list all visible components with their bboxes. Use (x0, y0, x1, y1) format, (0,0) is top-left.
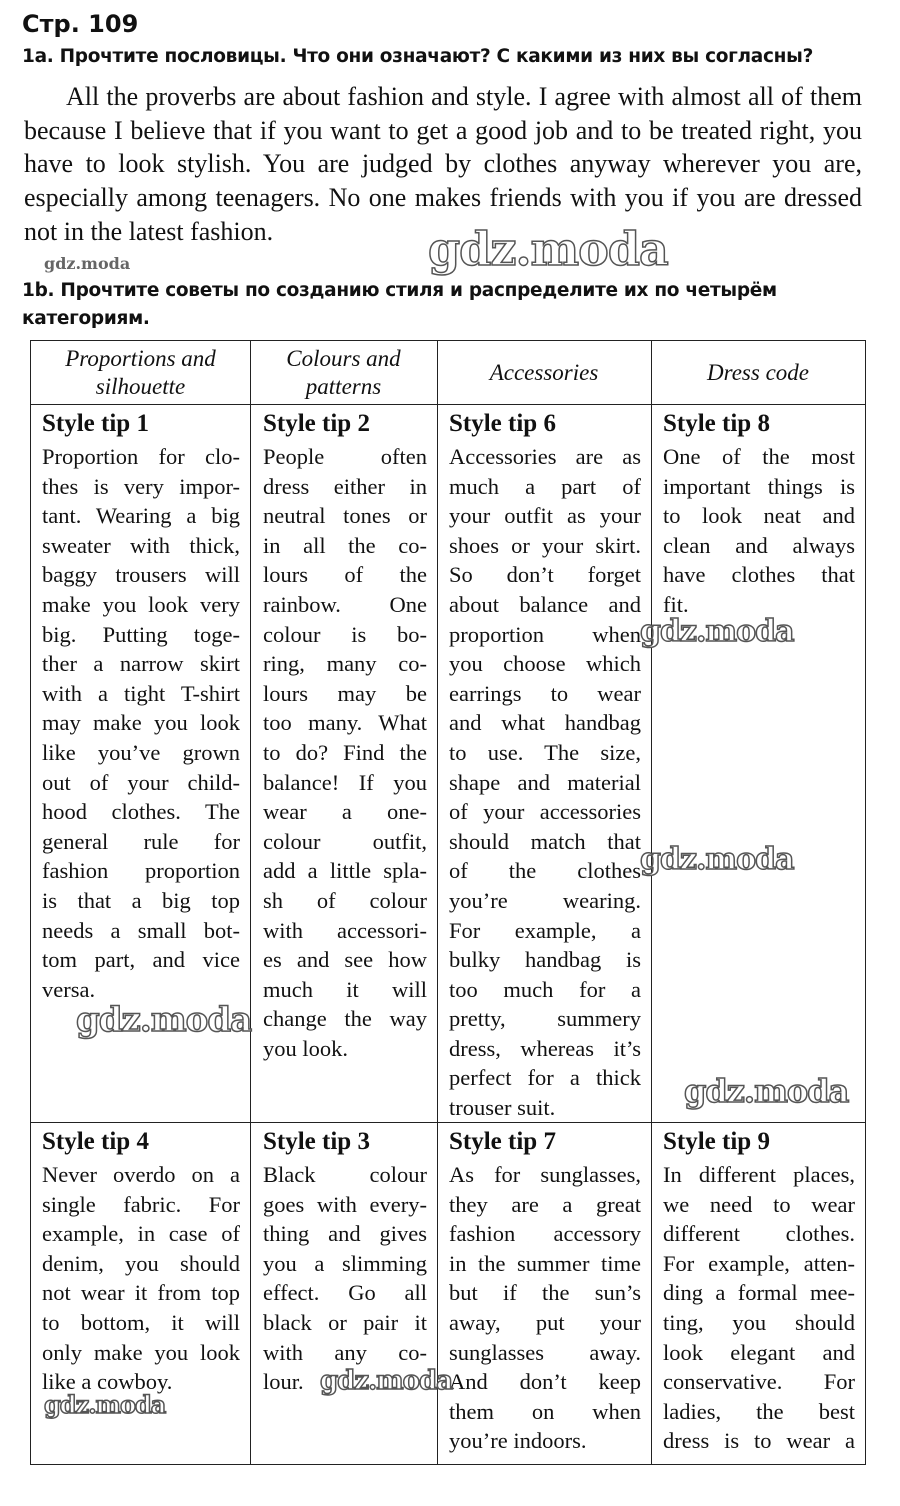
style-tip-line: shape and material (449, 769, 641, 795)
style-tip-line: fit. (663, 591, 689, 617)
style-tip-line: of the clothes (449, 858, 641, 884)
style-tip-line: In different places, (663, 1162, 855, 1187)
style-tip-line: ding a formal mee- (663, 1280, 855, 1306)
style-tip-title: Style tip 2 (263, 410, 370, 437)
style-tip-line: make you look very (42, 591, 240, 617)
style-tip-line: rainbow. One (263, 591, 427, 617)
style-tip-line: Accessories are as (449, 444, 641, 469)
style-tip-line: trouser suit. (449, 1095, 556, 1121)
style-tip-line: wear a one- (263, 799, 427, 825)
style-tip-cell (449, 409, 641, 1123)
style-tip-cell (42, 409, 240, 1004)
style-tip-line: add a little spla- (263, 858, 427, 884)
style-tip-line: tant. Wearing a big (42, 503, 240, 529)
watermark: gdz.moda (320, 1366, 453, 1396)
style-tip-line: dress either in (263, 473, 427, 499)
style-tip-title: Style tip 8 (663, 410, 770, 437)
style-tip-title: Style tip 3 (263, 1128, 370, 1155)
style-tip-line: versa. (42, 976, 96, 1002)
task-1a-heading: 1a. Прочтите пословицы. Что они означают? С какими из них вы согласны? (22, 46, 813, 67)
style-tip-line: tom part, and vice (42, 947, 240, 973)
row-divider (31, 1122, 865, 1123)
style-tip-line: sweater with thick, (42, 532, 240, 558)
style-tip-line: thing and gives (263, 1221, 427, 1247)
column-divider (651, 341, 652, 1464)
style-tip-line: balance! If you (263, 769, 427, 795)
style-tip-line: thes is very impor- (42, 473, 240, 499)
style-tip-line: should match that (449, 828, 641, 854)
style-tip-line: lours of the (263, 562, 427, 588)
style-tip-title: Style tip 6 (449, 410, 556, 437)
style-tip-line: to bottom, it will (42, 1309, 240, 1335)
style-tip-line: hood clothes. The (42, 799, 240, 825)
style-tip-line: with accessori- (263, 917, 427, 943)
style-tip-title: Style tip 4 (42, 1128, 149, 1155)
style-tip-line: fashion proportion (42, 858, 240, 884)
style-tip-line: So don’t forget (449, 562, 641, 588)
style-tip-line: earrings to wear (449, 680, 641, 706)
header-proportions: Proportions and silhouette (65, 346, 216, 399)
style-tip-line: much a part of (449, 473, 641, 499)
style-tip-line: example, in case of (42, 1221, 240, 1247)
style-tip-line: black or pair it (263, 1309, 427, 1335)
column-divider (437, 341, 438, 1464)
watermark: gdz.moda (44, 1390, 166, 1419)
style-tip-line: different clothes. (663, 1221, 855, 1247)
style-tip-line: about balance and (449, 591, 641, 617)
header-colours: Colours and patterns (286, 346, 401, 399)
style-tip-line: denim, you should (42, 1250, 240, 1276)
style-tip-line: Never overdo on a (42, 1162, 240, 1187)
style-tip-cell (263, 1127, 427, 1397)
style-tip-line: dress is to wear a (663, 1428, 855, 1454)
style-tip-line: like you’ve grown (42, 739, 240, 765)
style-tip-line: big. Putting toge- (42, 621, 240, 647)
style-tip-line: not wear it from top (42, 1280, 240, 1306)
style-tip-line: you a slimming (263, 1250, 427, 1276)
style-tip-line: in the summer time (449, 1250, 641, 1276)
style-tip-line: of your accessories (449, 799, 641, 825)
style-tip-line: your outfit as your (449, 503, 641, 529)
style-tip-line: neutral tones or (263, 503, 427, 529)
style-tip-title: Style tip 7 (449, 1128, 556, 1155)
style-tip-line: much it will (263, 976, 427, 1002)
style-tip-line: People often (263, 444, 427, 469)
column-divider (250, 341, 251, 1464)
style-tip-line: you’re indoors. (449, 1428, 587, 1454)
style-tip-line: For example, a (449, 917, 641, 943)
style-tip-line: baggy trousers will (42, 562, 240, 588)
style-tip-line: important things is (663, 473, 855, 499)
page-number: Стр. 109 (22, 10, 139, 38)
style-tip-cell (263, 409, 427, 1063)
style-tip-line: ladies, the best (663, 1398, 855, 1424)
task-1a-answer: All the proverbs are about fashion and style. I agree with almost all of them because I believe that if you want to get a good job and to be treated right, you have to look stylish. You are judged by clothes anyway wherever you are, especially among teenagers. No one makes friends with you if you are dressed not in the latest fashion. (24, 82, 862, 246)
style-tip-line: sh of colour (263, 887, 427, 913)
style-tip-line: conservative. For (663, 1369, 855, 1395)
style-tip-line: colour is bo- (263, 621, 427, 647)
style-tip-line: look elegant and (663, 1339, 855, 1365)
style-tip-line: with a tight T-shirt (42, 680, 240, 706)
watermark: gdz.moda (44, 254, 131, 273)
style-tip-line: to use. The size, (449, 739, 641, 765)
style-tip-line: in all the co- (263, 532, 427, 558)
style-tip-line: dress, whereas it’s (449, 1035, 641, 1061)
style-tip-line: too much for a (449, 976, 641, 1002)
style-tip-line: sunglasses away. (449, 1339, 641, 1365)
style-tip-line: to look neat and (663, 503, 855, 529)
style-tip-line: goes with every- (263, 1191, 427, 1217)
style-tip-line: single fabric. For (42, 1191, 240, 1217)
style-tip-title: Style tip 1 (42, 410, 149, 437)
style-tip-line: fashion accessory (449, 1221, 641, 1247)
watermark: gdz.moda (684, 1072, 849, 1110)
style-tip-line: pretty, summery (449, 1006, 641, 1032)
watermark: gdz.moda (640, 614, 794, 649)
style-tip-line: too many. What (263, 710, 427, 736)
style-tip-line: have clothes that (663, 562, 855, 588)
style-tip-line: perfect for a thick (449, 1065, 641, 1091)
style-tip-line: general rule for (42, 828, 240, 854)
style-tip-line: away, put your (449, 1309, 641, 1335)
style-tip-line: them on when (449, 1398, 641, 1424)
style-tip-line: bulky handbag is (449, 947, 641, 973)
style-tip-cell (449, 1127, 641, 1456)
style-tip-line: For example, atten- (663, 1250, 855, 1276)
style-tip-line: clean and always (663, 532, 855, 558)
style-tip-line: As for sunglasses, (449, 1162, 641, 1187)
style-tip-line: you look. (263, 1035, 349, 1061)
style-tip-line: and what handbag (449, 710, 641, 736)
style-tip-line: to do? Find the (263, 739, 427, 765)
style-tip-line: only make you look (42, 1339, 240, 1365)
style-tip-line: Proportion for clo- (42, 444, 240, 469)
style-tip-line: ring, many co- (263, 651, 427, 677)
style-tip-line: like a cowboy. (42, 1369, 173, 1395)
style-tip-line: And don’t keep (449, 1369, 641, 1395)
watermark: gdz.moda (428, 222, 668, 276)
style-tip-line: but if the sun’s (449, 1280, 641, 1306)
style-tip-cell (663, 1127, 855, 1456)
style-tip-line: colour outfit, (263, 828, 427, 854)
style-tip-line: may make you look (42, 710, 240, 736)
style-tip-line: is that a big top (42, 887, 240, 913)
style-tip-line: shoes or your skirt. (449, 532, 641, 558)
style-tip-line: Black colour (263, 1162, 427, 1187)
style-tip-title: Style tip 9 (663, 1128, 770, 1155)
style-tip-line: es and see how (263, 947, 427, 973)
style-tip-line: lours may be (263, 680, 427, 706)
style-tip-line: needs a small bot- (42, 917, 240, 943)
style-tip-line: effect. Go all (263, 1280, 427, 1306)
style-tip-line: change the way (263, 1006, 427, 1032)
header-dress-code: Dress code (707, 360, 809, 385)
watermark: gdz.moda (640, 842, 794, 877)
style-tip-line: ting, you should (663, 1309, 855, 1335)
style-tip-line: we need to wear (663, 1191, 855, 1217)
style-tip-cell (42, 1127, 240, 1397)
task-1b-heading: 1b. Прочтите советы по созданию стиля и распределите их по четырём категориям. (22, 280, 777, 329)
style-tip-line: lour. (263, 1369, 304, 1395)
style-tip-line: you’re wearing. (449, 887, 641, 913)
watermark: gdz.moda (76, 1000, 252, 1040)
style-tip-line: ther a narrow skirt (42, 651, 240, 677)
style-tip-line: One of the most (663, 444, 855, 469)
style-tip-line: with any co- (263, 1339, 427, 1365)
style-tip-line: you choose which (449, 651, 641, 677)
style-tips-table (30, 340, 866, 1465)
style-tip-cell (663, 409, 855, 620)
header-accessories: Accessories (489, 360, 599, 385)
style-tip-line: proportion when (449, 621, 641, 647)
style-tip-line: out of your child- (42, 769, 240, 795)
style-tip-line: they are a great (449, 1191, 641, 1217)
